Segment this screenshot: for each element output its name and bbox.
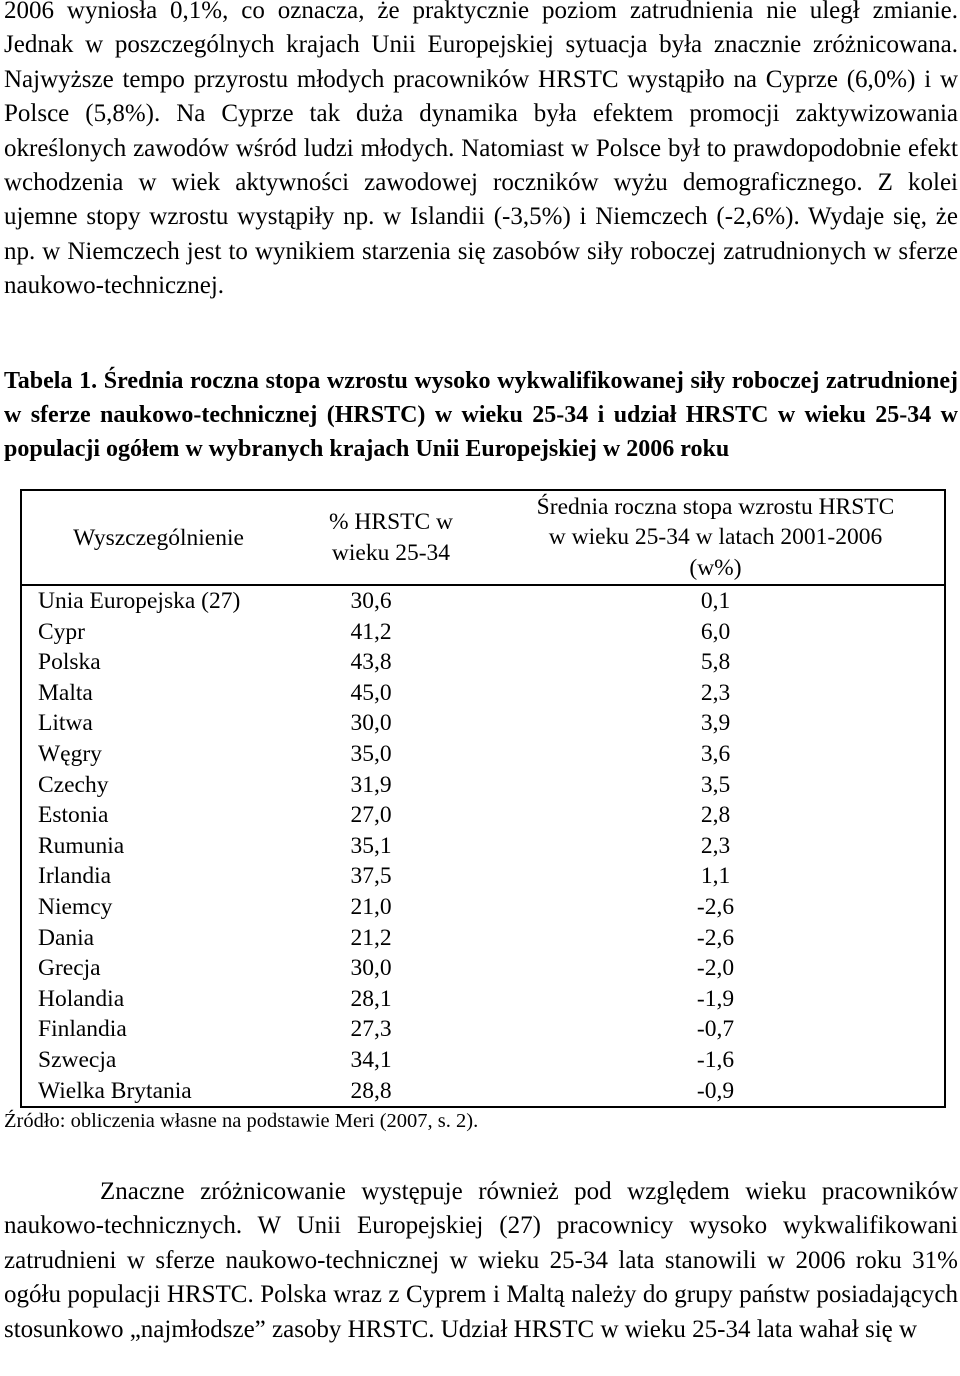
row-name-cell: Niemcy [38, 893, 113, 920]
row-growth-rate-cell: 2,3 [700, 832, 731, 859]
row-growth-rate-cell: -1,9 [696, 985, 735, 1012]
row-name-cell: Malta [38, 679, 93, 706]
intro-paragraph: 2006 wyniosła 0,1%, co oznacza, że praktycznie poziom zatrudnienia nie uległ zmianie. Jednak w poszczególnych krajach Unii Europejskiej sytuacja była znacznie zróżnicowana. Najwyższe tempo przyrostu młodych pracowników HRSTC wystąpiło na Cyprze (6,0%) i w Polsce (5,8%). Na Cyprze tak duża dynamika była efektem promocji zaktywizowania określonych zawodów wśród ludzi młodych. Natomiast w Polsce był to prawdopodobnie efekt wchodzenia w wiek aktywności zawodowej roczników wyżu demograficznego. Z kolei ujemne stopy wzrostu wystąpiły np. w Islandii (-3,5%) i Niemczech (-2,6%). Wydaje się, że np. w Niemczech jest to wynikiem starzenia się zasobów siły roboczej zatrudnionych w sferze naukowo-technicznej. [4, 0, 958, 300]
row-hrstc-share-cell: 43,8 [350, 649, 392, 676]
header-category: Wyszczególnienie [21, 490, 295, 585]
row-growth-rate-cell: -0,7 [696, 1016, 735, 1043]
data-table [20, 489, 946, 1108]
table-header-row [21, 490, 945, 585]
row-growth-rate-cell: 3,9 [700, 710, 731, 737]
row-growth-rate-cell: -2,6 [696, 924, 735, 951]
table-row [21, 984, 945, 1015]
row-growth-rate-cell: 5,8 [700, 649, 731, 676]
row-hrstc-share-cell: 31,9 [350, 771, 392, 798]
row-growth-rate-cell: 2,8 [700, 802, 731, 829]
table-row [21, 617, 945, 648]
row-growth-rate-cell: 2,3 [700, 679, 731, 706]
row-hrstc-share-cell: 30,0 [350, 955, 392, 982]
row-growth-rate-cell: 1,1 [700, 863, 731, 890]
row-name-cell: Wielka Brytania [38, 1077, 192, 1104]
row-hrstc-share-cell: 35,0 [350, 740, 392, 767]
table-row [21, 953, 945, 984]
table-row [21, 770, 945, 801]
row-growth-rate-cell: -1,6 [696, 1046, 735, 1073]
table-row [21, 1076, 945, 1108]
table-row [21, 892, 945, 923]
row-growth-rate-cell: 0,1 [700, 588, 731, 614]
row-name-cell: Holandia [38, 985, 125, 1012]
row-growth-rate-cell: 3,6 [700, 740, 731, 767]
row-hrstc-share-cell: 30,0 [350, 710, 392, 737]
closing-paragraph: Znaczne zróżnicowanie występuje również pod względem wieku pracowników naukowo-technicznych. W Unii Europejskiej (27) pracownicy wysoko wykwalifikowani zatrudnieni w sferze naukowo-technicznej w wieku 25-34 lata stanowili w 2006 roku 31% ogółu populacji HRSTC. Polska wraz z Cyprem i Maltą należy do grupy państw posiadających stosunkowo „najmłodsze” zasoby HRSTC. Udział HRSTC w wieku 25-34 lata wahał się w [4, 1178, 958, 1343]
row-hrstc-share-cell: 34,1 [350, 1046, 392, 1073]
table-row [21, 1045, 945, 1076]
row-hrstc-share-cell: 45,0 [350, 679, 392, 706]
row-hrstc-share-cell: 21,0 [350, 893, 392, 920]
table-row [21, 708, 945, 739]
row-hrstc-share-cell: 27,0 [350, 802, 392, 829]
row-name-cell: Dania [38, 924, 95, 951]
table-container [20, 489, 946, 1108]
table-row [21, 678, 945, 709]
row-growth-rate-cell: -2,0 [696, 955, 735, 982]
table-row [21, 861, 945, 892]
table-row [21, 647, 945, 678]
row-hrstc-share-cell: 21,2 [350, 924, 392, 951]
row-name-cell: Litwa [38, 710, 93, 737]
row-growth-rate-cell: -0,9 [696, 1077, 735, 1104]
row-name-cell: Czechy [38, 771, 109, 798]
row-name-cell: Irlandia [38, 863, 112, 890]
table-row [21, 800, 945, 831]
row-name-cell: Finlandia [38, 1016, 127, 1043]
row-hrstc-share-cell: 27,3 [350, 1016, 392, 1043]
source-note: Źródło: obliczenia własne na podstawie Meri (2007, s. 2). [4, 1110, 479, 1132]
row-hrstc-share-cell: 30,6 [350, 588, 392, 614]
table-row [21, 585, 945, 617]
table-row [21, 831, 945, 862]
row-name-cell: Grecja [38, 955, 101, 982]
table-caption: Tabela 1. Średnia roczna stopa wzrostu wysoko wykwalifikowanej siły roboczej zatrudnionej w sferze naukowo-technicznej (HRSTC) w wieku 25-34 i udział HRSTC w wieku 25-34 w populacji ogółem w wybranych krajach Unii Europejskiej w 2006 roku [4, 368, 958, 462]
row-growth-rate-cell: 3,5 [700, 771, 731, 798]
row-growth-rate-cell: -2,6 [696, 893, 735, 920]
table-row [21, 923, 945, 954]
table-row [21, 739, 945, 770]
header-hrstc-share: % HRSTC w wieku 25-34 [295, 490, 487, 585]
row-hrstc-share-cell: 41,2 [350, 618, 392, 645]
row-name-cell: Rumunia [38, 832, 125, 859]
row-name-cell: Szwecja [38, 1046, 117, 1073]
row-hrstc-share-cell: 35,1 [350, 832, 392, 859]
row-hrstc-share-cell: 28,1 [350, 985, 392, 1012]
row-name-cell: Polska [38, 649, 101, 676]
row-growth-rate-cell: 6,0 [700, 618, 731, 645]
header-growth-rate: Średnia roczna stopa wzrostu HRSTC w wieku 25-34 w latach 2001-2006 (w%) [487, 490, 945, 585]
row-name-cell: Estonia [38, 802, 109, 829]
row-hrstc-share-cell: 37,5 [350, 863, 392, 890]
row-name-cell: Unia Europejska (27) [38, 588, 241, 614]
row-hrstc-share-cell: 28,8 [350, 1077, 392, 1104]
row-name-cell: Cypr [38, 618, 85, 645]
table-row [21, 1014, 945, 1045]
table-body [21, 585, 945, 1107]
row-name-cell: Węgry [38, 740, 102, 767]
